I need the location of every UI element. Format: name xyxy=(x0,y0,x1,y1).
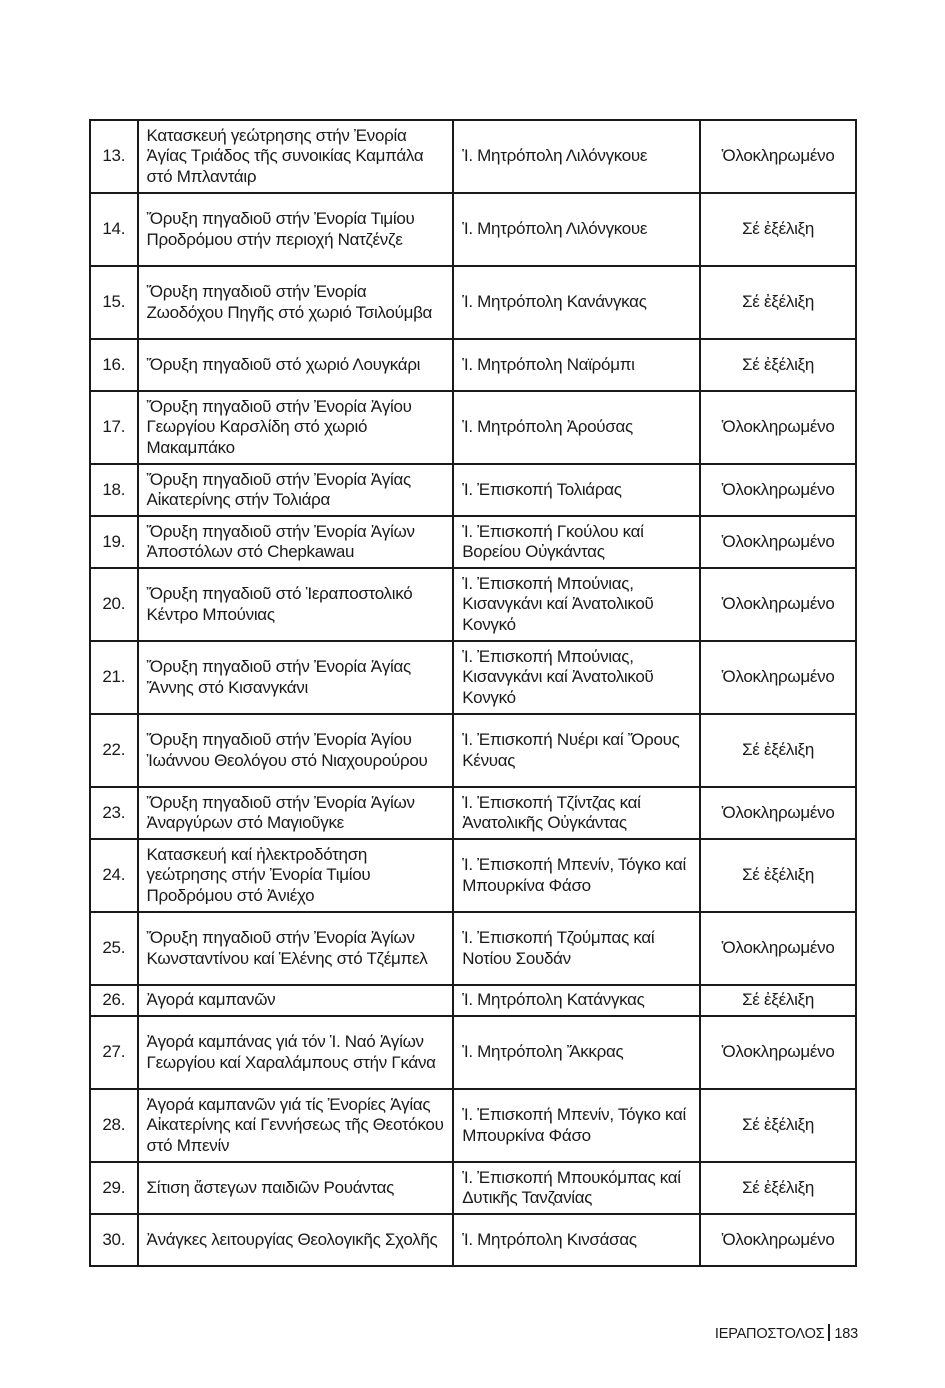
table-row xyxy=(90,787,856,839)
status: Σέ ἐξέλιξη xyxy=(700,714,856,787)
status: Σέ ἐξέλιξη xyxy=(700,1162,856,1214)
table-row xyxy=(90,464,856,516)
diocese: Ἱ. Μητρόπολη Λιλόνγκουε xyxy=(453,120,700,193)
table-row xyxy=(90,266,856,339)
row-number: 30. xyxy=(90,1214,138,1266)
row-number: 16. xyxy=(90,339,138,391)
status: Σέ ἐξέλιξη xyxy=(700,839,856,912)
row-number: 20. xyxy=(90,568,138,641)
diocese: Ἱ. Μητρόπολη Κινσάσας xyxy=(453,1214,700,1266)
row-number: 15. xyxy=(90,266,138,339)
project-description: Ὄρυξη πηγαδιοῦ στήν Ἐνορία Ἁγίας Ἄννης στό Κισανγκάνι xyxy=(138,641,454,714)
project-description: Ὄρυξη πηγαδιοῦ στήν Ἐνορία Ζωοδόχου Πηγῆς στό χωριό Τσιλούμβα xyxy=(138,266,454,339)
row-number: 13. xyxy=(90,120,138,193)
row-number: 17. xyxy=(90,391,138,464)
row-number: 19. xyxy=(90,516,138,568)
table-row xyxy=(90,985,856,1016)
status: Ὁλοκληρωμένο xyxy=(700,464,856,516)
row-number: 26. xyxy=(90,985,138,1016)
project-description: Ἀγορά καμπανῶν xyxy=(138,985,454,1016)
diocese: Ἱ. Ἐπισκοπή Μπενίν, Τόγκο καί Μπουρκίνα Φάσο xyxy=(453,839,700,912)
table-row xyxy=(90,339,856,391)
diocese: Ἱ. Ἐπισκοπή Τζούμπας καί Νοτίου Σουδάν xyxy=(453,912,700,985)
table-row xyxy=(90,641,856,714)
row-number: 18. xyxy=(90,464,138,516)
table-row xyxy=(90,1016,856,1089)
project-description: Ὄρυξη πηγαδιοῦ στήν Ἐνορία Ἁγίων Ἀναργύρων στό Μαγιοῦγκε xyxy=(138,787,454,839)
row-number: 14. xyxy=(90,193,138,266)
status: Ὁλοκληρωμένο xyxy=(700,568,856,641)
table-row xyxy=(90,839,856,912)
diocese: Ἱ. Μητρόπολη Κανάνγκας xyxy=(453,266,700,339)
project-description: Ὄρυξη πηγαδιοῦ στό Ἱεραποστολικό Κέντρο Μπούνιας xyxy=(138,568,454,641)
diocese: Ἱ. Μητρόπολη Κατάνγκας xyxy=(453,985,700,1016)
project-description: Ἀνάγκες λειτουργίας Θεολογικῆς Σχολῆς xyxy=(138,1214,454,1266)
status: Ὁλοκληρωμένο xyxy=(700,641,856,714)
footer-separator xyxy=(828,1324,830,1341)
project-description: Σίτιση ἄστεγων παιδιῶν Ρουάντας xyxy=(138,1162,454,1214)
status: Ὁλοκληρωμένο xyxy=(700,391,856,464)
project-description: Ὄρυξη πηγαδιοῦ στήν Ἐνορία Ἁγίων Ἀποστόλων στό Chepkawau xyxy=(138,516,454,568)
diocese: Ἱ. Ἐπισκοπή Μπενίν, Τόγκο καί Μπουρκίνα Φάσο xyxy=(453,1089,700,1162)
row-number: 29. xyxy=(90,1162,138,1214)
project-description: Ὄρυξη πηγαδιοῦ στήν Ἐνορία Τιμίου Προδρόμου στήν περιοχή Νατζένζε xyxy=(138,193,454,266)
status: Σέ ἐξέλιξη xyxy=(700,266,856,339)
table-row xyxy=(90,193,856,266)
diocese: Ἱ. Ἐπισκοπή Μπουκόμπας καί Δυτικῆς Τανζανίας xyxy=(453,1162,700,1214)
running-title: ΙΕΡΑΠΟΣΤΟΛΟΣ xyxy=(714,1326,825,1342)
row-number: 22. xyxy=(90,714,138,787)
project-description: Ὄρυξη πηγαδιοῦ στήν Ἐνορία Ἁγίου Ἰωάννου Θεολόγου στό Νιαχουρούρου xyxy=(138,714,454,787)
project-description: Ἀγορά καμπανῶν γιά τίς Ἐνορίες Ἁγίας Αἰκατερίνης καί Γεννήσεως τῆς Θεοτόκου στό Μπενίν xyxy=(138,1089,454,1162)
row-number: 27. xyxy=(90,1016,138,1089)
table-row xyxy=(90,120,856,193)
status: Ὁλοκληρωμένο xyxy=(700,516,856,568)
page-number: 183 xyxy=(834,1326,858,1342)
projects-table xyxy=(89,119,857,1267)
row-number: 28. xyxy=(90,1089,138,1162)
page-footer xyxy=(715,1324,858,1342)
diocese: Ἱ. Ἐπισκοπή Μπούνιας, Κισανγκάνι καί Ἀνατολικοῦ Κονγκό xyxy=(453,641,700,714)
project-description: Ὄρυξη πηγαδιοῦ στήν Ἐνορία Ἁγίων Κωνσταντίνου καί Ἑλένης στό Τζέμπελ xyxy=(138,912,454,985)
diocese: Ἱ. Μητρόπολη Λιλόνγκουε xyxy=(453,193,700,266)
project-description: Ὄρυξη πηγαδιοῦ στό χωριό Λουγκάρι xyxy=(138,339,454,391)
project-description: Ἀγορά καμπάνας γιά τόν Ἱ. Ναό Ἁγίων Γεωργίου καί Χαραλάμπους στήν Γκάνα xyxy=(138,1016,454,1089)
diocese: Ἱ. Μητρόπολη Ἀρούσας xyxy=(453,391,700,464)
table-row xyxy=(90,1162,856,1214)
diocese: Ἱ. Ἐπισκοπή Γκούλου καί Βορείου Οὐγκάντας xyxy=(453,516,700,568)
diocese: Ἱ. Μητρόπολη Ναϊρόμπι xyxy=(453,339,700,391)
diocese: Ἱ. Μητρόπολη Ἄκκρας xyxy=(453,1016,700,1089)
status: Σέ ἐξέλιξη xyxy=(700,985,856,1016)
status: Ὁλοκληρωμένο xyxy=(700,1016,856,1089)
project-description: Ὄρυξη πηγαδιοῦ στήν Ἐνορία Ἁγίας Αἰκατερίνης στήν Τολιάρα xyxy=(138,464,454,516)
status: Ὁλοκληρωμένο xyxy=(700,912,856,985)
row-number: 23. xyxy=(90,787,138,839)
diocese: Ἱ. Ἐπισκοπή Μπούνιας, Κισανγκάνι καί Ἀνατολικοῦ Κονγκό xyxy=(453,568,700,641)
status: Σέ ἐξέλιξη xyxy=(700,1089,856,1162)
status: Ὁλοκληρωμένο xyxy=(700,120,856,193)
status: Ὁλοκληρωμένο xyxy=(700,787,856,839)
project-description: Κατασκευή γεώτρησης στήν Ἐνορία Ἁγίας Τριάδος τῆς συνοικίας Καμπάλα στό Μπλαντάιρ xyxy=(138,120,454,193)
row-number: 25. xyxy=(90,912,138,985)
table-row xyxy=(90,912,856,985)
status: Σέ ἐξέλιξη xyxy=(700,339,856,391)
status: Σέ ἐξέλιξη xyxy=(700,193,856,266)
diocese: Ἱ. Ἐπισκοπή Τολιάρας xyxy=(453,464,700,516)
table-row xyxy=(90,714,856,787)
diocese: Ἱ. Ἐπισκοπή Νυέρι καί Ὄρους Κένυας xyxy=(453,714,700,787)
project-description: Κατασκευή καί ἠλεκτροδότηση γεώτρησης στήν Ἐνορία Τιμίου Προδρόμου στό Ἀνιέχο xyxy=(138,839,454,912)
table-row xyxy=(90,391,856,464)
row-number: 21. xyxy=(90,641,138,714)
table-row xyxy=(90,1089,856,1162)
status: Ὁλοκληρωμένο xyxy=(700,1214,856,1266)
row-number: 24. xyxy=(90,839,138,912)
table-row xyxy=(90,568,856,641)
diocese: Ἱ. Ἐπισκοπή Τζίντζας καί Ἀνατολικῆς Οὐγκάντας xyxy=(453,787,700,839)
table-row xyxy=(90,1214,856,1266)
table-row xyxy=(90,516,856,568)
project-description: Ὄρυξη πηγαδιοῦ στήν Ἐνορία Ἁγίου Γεωργίου Καρσλίδη στό χωριό Μακαμπάκο xyxy=(138,391,454,464)
